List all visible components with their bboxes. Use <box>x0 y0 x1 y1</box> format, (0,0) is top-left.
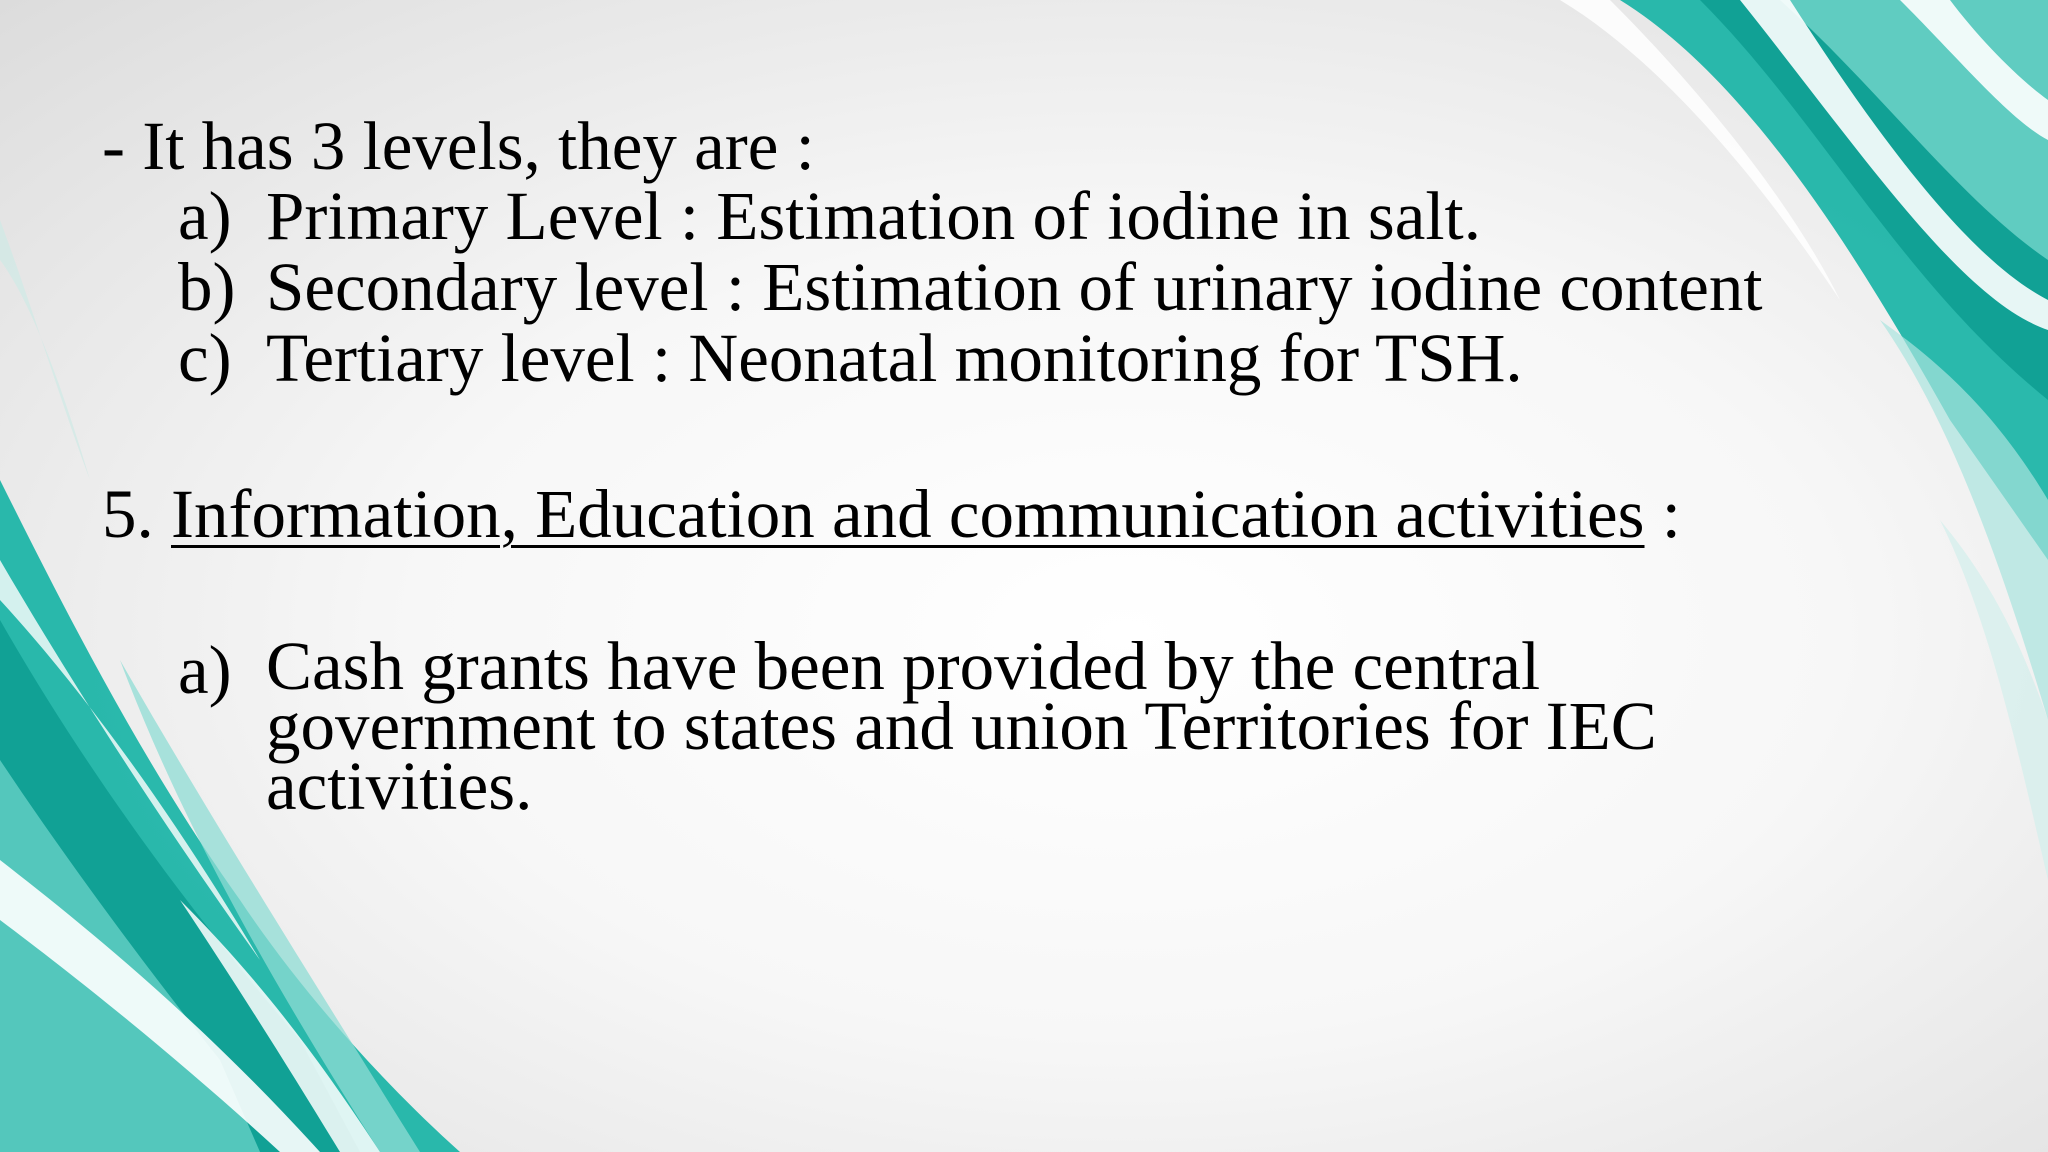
section-title: Information, Education and communication activities <box>171 476 1645 552</box>
paragraph-line: government to states and union Territories for IEC <box>266 688 1657 764</box>
intro-line: - It has 3 levels, they are : <box>102 108 815 184</box>
paragraph-line: activities. <box>266 748 533 824</box>
list-item-text: Tertiary level : Neonatal monitoring for TSH. <box>266 320 1523 396</box>
list-marker: c) <box>178 320 232 396</box>
list-marker: b) <box>178 249 236 325</box>
item-marker: a) <box>178 632 232 708</box>
list-marker: a) <box>178 178 232 254</box>
paragraph-line: Cash grants have been provided by the central <box>266 628 1541 704</box>
list-item-text: Primary Level : Estimation of iodine in salt. <box>266 178 1481 254</box>
section-number: 5. <box>102 476 154 552</box>
section-heading <box>102 476 1681 552</box>
section-suffix: : <box>1644 476 1681 552</box>
list-item-text: Secondary level : Estimation of urinary iodine content <box>266 249 1763 325</box>
item-paragraph <box>266 628 1766 824</box>
